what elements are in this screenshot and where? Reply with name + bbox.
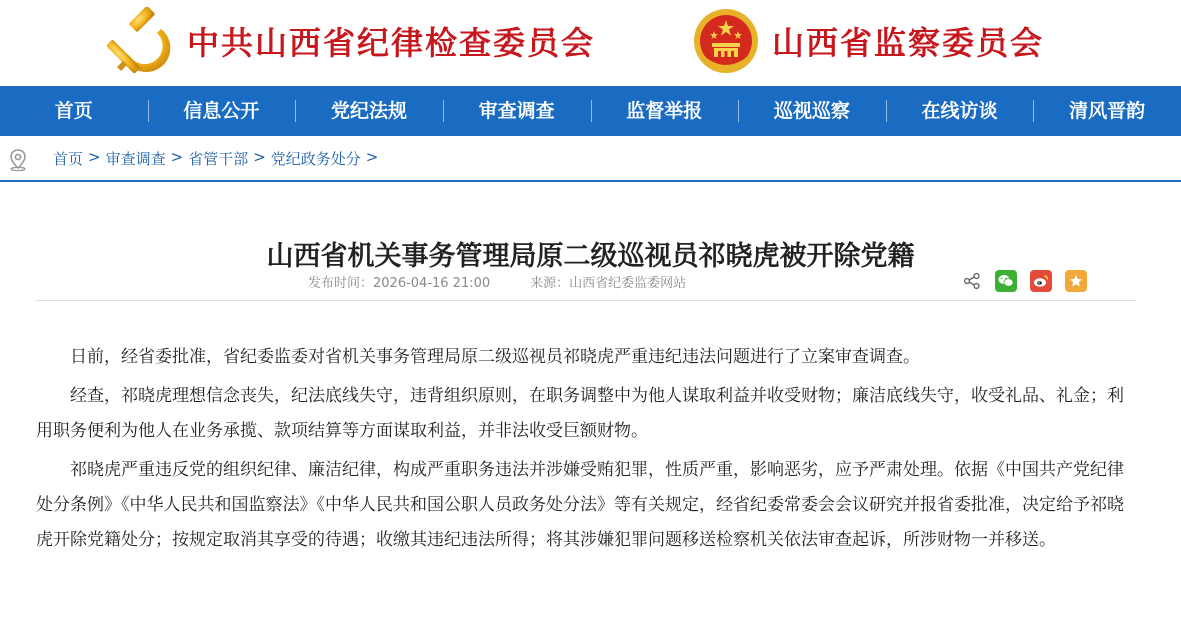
article-title: 山西省机关事务管理局原二级巡视员祁晓虎被开除党籍 bbox=[266, 241, 915, 273]
wechat-icon[interactable] bbox=[995, 270, 1017, 292]
nav-inspection[interactable]: 巡视巡察 bbox=[738, 86, 886, 136]
nav-home[interactable]: 首页 bbox=[54, 100, 93, 122]
location-pin-icon bbox=[6, 148, 30, 172]
nav-information[interactable]: 信息公开 bbox=[148, 86, 296, 136]
publish-time: 发布时间：2026-04-16 21:00 bbox=[308, 276, 491, 291]
favorite-icon[interactable] bbox=[1065, 270, 1087, 292]
main-nav bbox=[0, 86, 1181, 136]
article-paragraph: 日前，经省委批准，省纪委监委对省机关事务管理局原二级巡视员祁晓虎严重违纪违法问题进行了立案审查调查。 bbox=[70, 347, 920, 367]
supervision-title: 山西省监察委员会 bbox=[772, 24, 1045, 62]
cdi-title: 中共山西省纪律检查委员会 bbox=[187, 24, 596, 62]
weibo-icon[interactable] bbox=[1030, 270, 1052, 292]
share-icon[interactable] bbox=[962, 271, 982, 291]
party-emblem-icon bbox=[107, 7, 175, 75]
breadcrumb-investigation[interactable]: 审查调查 bbox=[105, 150, 166, 168]
breadcrumb-provincial-officials[interactable]: 省管干部 bbox=[188, 150, 249, 168]
cdi-brand[interactable] bbox=[107, 6, 595, 76]
supervision-brand[interactable] bbox=[692, 6, 1044, 76]
breadcrumb-home[interactable]: 首页 bbox=[53, 150, 84, 168]
breadcrumb-links bbox=[53, 148, 383, 169]
share-bar bbox=[962, 270, 1087, 292]
breadcrumb bbox=[0, 136, 1181, 182]
breadcrumb-separator: > bbox=[365, 148, 379, 166]
national-emblem-icon bbox=[692, 7, 760, 75]
site-header bbox=[0, 0, 1181, 86]
breadcrumb-separator: > bbox=[88, 148, 101, 166]
nav-regulations[interactable]: 党纪法规 bbox=[295, 86, 443, 136]
breadcrumb-separator: > bbox=[253, 148, 266, 166]
article-paragraph: 祁晓虎严重违反党的组织纪律、廉洁纪律，构成严重职务违法并涉嫌受贿犯罪，性质严重，影响恶劣，应予严肃处理。依据《中国共产党纪律处分条例》《中华人民共和国监察法》《中华人民共和国公职人员政务处分法》等有关规定，经省纪委常委会会议研究并报省委批准，决定给予祁晓虎开除党籍处分；按规定取消其享受的待遇；收缴其违纪违法所得；将其涉嫌犯罪问题移送检察机关依法审查起诉，所涉财物一并移送。 bbox=[36, 460, 1124, 550]
breadcrumb-discipline[interactable]: 党纪政务处分 bbox=[270, 150, 361, 168]
nav-culture[interactable]: 清风晋韵 bbox=[1033, 86, 1181, 136]
article-body bbox=[36, 340, 1136, 562]
breadcrumb-separator: > bbox=[170, 148, 184, 166]
nav-report[interactable]: 监督举报 bbox=[591, 86, 739, 136]
article-meta bbox=[308, 272, 692, 291]
nav-investigation[interactable]: 审查调查 bbox=[443, 86, 591, 136]
title-divider bbox=[35, 300, 1136, 301]
nav-interview[interactable]: 在线访谈 bbox=[886, 86, 1034, 136]
article-paragraph: 经查，祁晓虎理想信念丧失，纪法底线失守，违背组织原则，在职务调整中为他人谋取利益并收受财物；廉洁底线失守，收受礼品、礼金；利用职务便利为他人在业务承揽、款项结算等方面谋取利益，并非法收受巨额财物。 bbox=[36, 386, 1124, 441]
article-source: 来源：山西省纪委监委网站 bbox=[530, 276, 687, 291]
